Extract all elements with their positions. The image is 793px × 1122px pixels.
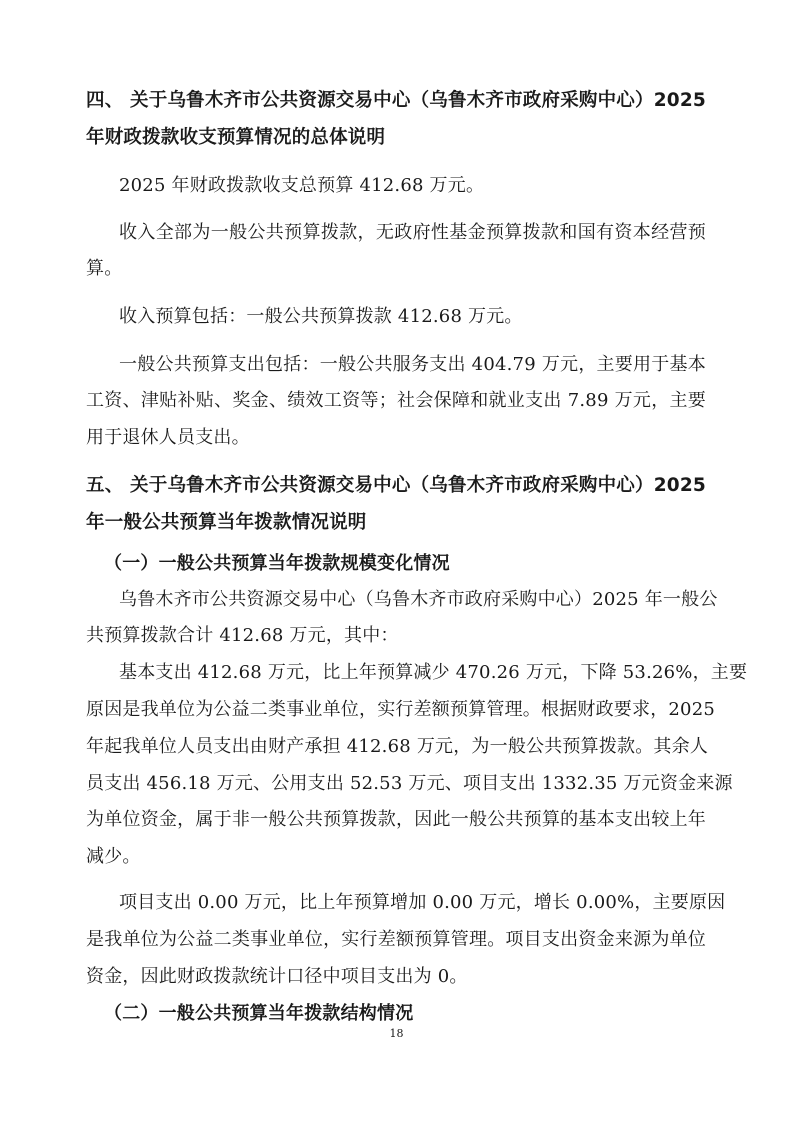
paragraph: 为单位资金，属于非一般公共预算拨款，因此一般公共预算的基本支出较上年	[86, 809, 706, 830]
paragraph: 用于退休人员支出。	[86, 427, 250, 448]
paragraph: 原因是我单位为公益二类事业单位，实行差额预算管理。根据财政要求，2025	[86, 699, 716, 720]
paragraph: 工资、津贴补贴、奖金、绩效工资等；社会保障和就业支出 7.89 万元，主要	[86, 390, 706, 411]
paragraph: 基本支出 412.68 万元，比上年预算减少 470.26 万元，下降 53.26%，主要	[119, 662, 748, 683]
page-number: 18	[389, 1027, 404, 1040]
subheading-2: （二）一般公共预算当年拨款结构情况	[104, 1003, 414, 1024]
paragraph: 算。	[86, 258, 123, 279]
section-4-heading-line-2: 年财政拨款收支预算情况的总体说明	[86, 127, 386, 148]
section-4-heading-line-1: 四、 关于乌鲁木齐市公共资源交易中心（乌鲁木齐市政府采购中心）2025	[86, 90, 706, 111]
subheading-1: （一）一般公共预算当年拨款规模变化情况	[104, 553, 450, 574]
paragraph: 年起我单位人员支出由财产承担 412.68 万元，为一般公共预算拨款。其余人	[86, 736, 709, 757]
paragraph: 项目支出 0.00 万元，比上年预算增加 0.00 万元，增长 0.00%，主要原因	[119, 892, 726, 913]
paragraph: 收入预算包括：一般公共预算拨款 412.68 万元。	[119, 306, 523, 327]
paragraph: 减少。	[86, 846, 141, 867]
paragraph: 2025 年财政拨款收支总预算 412.68 万元。	[119, 175, 485, 196]
section-5-heading-line-1: 五、 关于乌鲁木齐市公共资源交易中心（乌鲁木齐市政府采购中心）2025	[86, 475, 706, 496]
section-5-heading-line-2: 年一般公共预算当年拨款情况说明	[86, 512, 367, 533]
paragraph: 员支出 456.18 万元、公用支出 52.53 万元、项目支出 1332.35 万元资金来源	[86, 773, 733, 794]
paragraph: 是我单位为公益二类事业单位，实行差额预算管理。项目支出资金来源为单位	[86, 929, 706, 950]
paragraph: 一般公共预算支出包括：一般公共服务支出 404.79 万元，主要用于基本	[119, 354, 706, 375]
paragraph: 收入全部为一般公共预算拨款，无政府性基金预算拨款和国有资本经营预	[119, 222, 706, 243]
paragraph: 乌鲁木齐市公共资源交易中心（乌鲁木齐市政府采购中心）2025 年一般公	[119, 589, 718, 610]
paragraph: 资金，因此财政拨款统计口径中项目支出为 0。	[86, 966, 468, 987]
paragraph: 共预算拨款合计 412.68 万元，其中：	[86, 625, 399, 646]
